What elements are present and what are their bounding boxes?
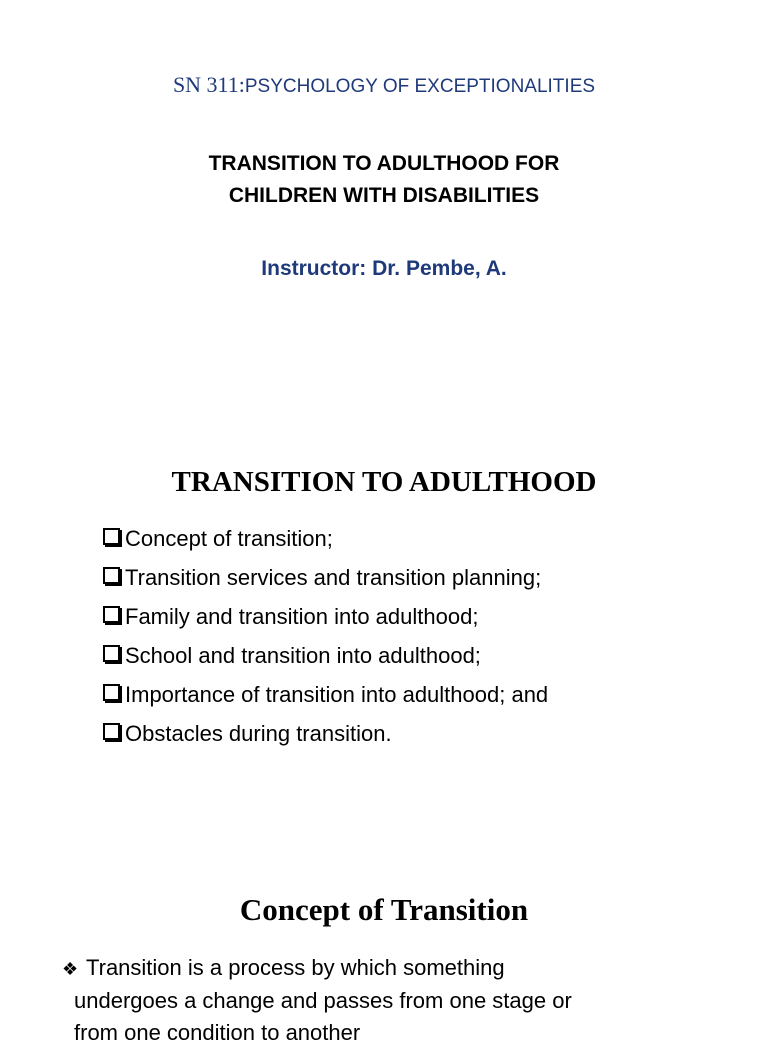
outline-list [103,519,548,753]
outline-item: School and transition into adulthood; [103,636,548,675]
checkbox-icon [103,528,120,545]
outline-item: Family and transition into adulthood; [103,597,548,636]
course-title [0,72,768,98]
course-name: PSYCHOLOGY OF EXCEPTIONALITIES [244,76,596,97]
checkbox-icon [103,684,120,701]
outline-item: Transition services and transition planning; [103,558,548,597]
outline-heading: TRANSITION TO ADULTHOOD [171,466,597,498]
diamond-bullet-icon: ❖ [62,959,79,979]
course-code: SN 311: [172,72,245,97]
outline-item: Concept of transition; [103,519,548,558]
slide-title [0,148,768,212]
checkbox-icon [103,606,120,623]
concept-line-2: undergoes a change and passes from one stage or [74,988,572,1013]
concept-heading: Concept of Transition [239,892,529,927]
checkbox-icon [103,723,120,740]
outline-item: Importance of transition into adulthood; and [103,675,548,714]
outline-item: Obstacles during transition. [103,714,548,753]
concept-paragraph [62,952,702,1049]
concept-line-3: from one condition to another [74,1020,361,1045]
slide-title-line-1: TRANSITION TO ADULTHOOD FOR [208,152,560,175]
slide-title-line-2: CHILDREN WITH DISABILITIES [228,184,540,207]
instructor-name: Instructor: Dr. Pembe, A. [261,257,507,280]
checkbox-icon [103,645,120,662]
concept-line-1: Transition is a process by which something [86,955,505,980]
checkbox-icon [103,567,120,584]
